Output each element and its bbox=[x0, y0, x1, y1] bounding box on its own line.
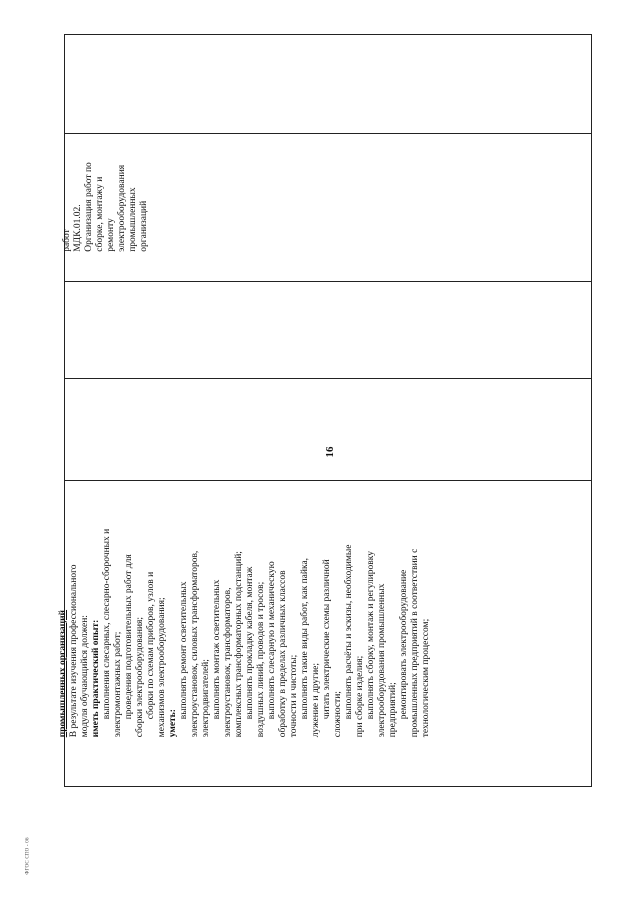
mdk-line: организаций bbox=[139, 200, 149, 252]
competency-line: электродвигателей; bbox=[201, 659, 211, 738]
competency-heading-skills: уметь: bbox=[168, 709, 178, 738]
row-divider-1 bbox=[64, 133, 592, 134]
competency-line: при сборке изделия; bbox=[355, 655, 365, 738]
competency-line: обработку в пределах различных классов bbox=[278, 570, 288, 738]
competency-line: выполнять слесарную и механическую bbox=[267, 561, 277, 720]
mdk-line: промышленных bbox=[128, 187, 138, 252]
mdk-line: ремонту bbox=[106, 218, 116, 252]
competency-cell bbox=[58, 529, 432, 738]
competency-line: модуля обучающийся должен: bbox=[80, 615, 90, 738]
competency-line: лужение и другие; bbox=[311, 662, 321, 738]
competency-line: промышленных предприятий в соответствии с bbox=[410, 548, 420, 738]
competency-line: проведения подготовительных работ для bbox=[124, 554, 134, 720]
competency-line: выполнять такие виды работ, как пайка, bbox=[300, 557, 310, 720]
table-border-top bbox=[64, 34, 592, 35]
mdk-line: электрооборудования bbox=[117, 164, 127, 252]
competency-line: электрооборудования промышленных bbox=[377, 583, 387, 738]
competency-line: выполнения слесарных, слесарно-сборочных и bbox=[102, 528, 112, 720]
mdk-line: работ bbox=[62, 229, 72, 252]
competency-line: технологическим процессом; bbox=[421, 618, 431, 738]
table-border-right bbox=[591, 34, 592, 787]
competency-line: электромонтажных работ; bbox=[113, 631, 123, 738]
competency-line: ремонтировать электрооборудование bbox=[399, 569, 409, 720]
competency-line: комплексных трансформаторных подстанций; bbox=[234, 551, 244, 738]
mdk-cell bbox=[62, 162, 150, 252]
competency-line: точности и чистоты; bbox=[289, 654, 299, 738]
competency-line: выполнять расчёты и эскизы, необходимые bbox=[344, 544, 354, 720]
competency-line: электроустановок, силовых трансформаторов, bbox=[190, 550, 200, 738]
row-divider-4 bbox=[64, 480, 592, 481]
competency-heading-experience: иметь практический опыт: bbox=[91, 619, 101, 738]
competency-line: механизмов электрооборудования; bbox=[157, 597, 167, 738]
mdk-line: Организация работ по bbox=[84, 162, 94, 252]
mdk-line: сборке, монтажу и bbox=[95, 176, 105, 252]
competency-line: выполнять прокладку кабеля, монтаж bbox=[245, 566, 255, 720]
competency-line: сборки электрооборудования; bbox=[135, 616, 145, 738]
competency-line: выполнять ремонт осветительных bbox=[179, 581, 189, 720]
table-border-bottom bbox=[64, 786, 592, 787]
competency-header: промышленных организаций bbox=[58, 609, 68, 738]
competency-line: выполнять монтаж осветительных bbox=[212, 579, 222, 720]
competency-line: предприятий; bbox=[388, 682, 398, 738]
competency-line: электроустановок, трансформаторов, bbox=[223, 587, 233, 738]
row-divider-2 bbox=[64, 281, 592, 282]
competency-line: сборки по схемам приборов, узлов и bbox=[146, 571, 156, 720]
competency-line: сложности; bbox=[333, 691, 343, 738]
competency-line: выполнять сборку, монтаж и регулировку bbox=[366, 550, 376, 720]
row-divider-3 bbox=[64, 378, 592, 379]
footer-standard-code: ФГОС СПО - 06 bbox=[25, 837, 31, 875]
mdk-line: МДК.01.02. bbox=[73, 204, 83, 252]
competency-line: воздушных линий, проводов и тросов; bbox=[256, 581, 266, 738]
competency-line: В результате изучения профессионального bbox=[69, 564, 79, 738]
competency-line: читать электрические схемы различной bbox=[322, 559, 332, 720]
page-number: 16 bbox=[324, 446, 336, 458]
